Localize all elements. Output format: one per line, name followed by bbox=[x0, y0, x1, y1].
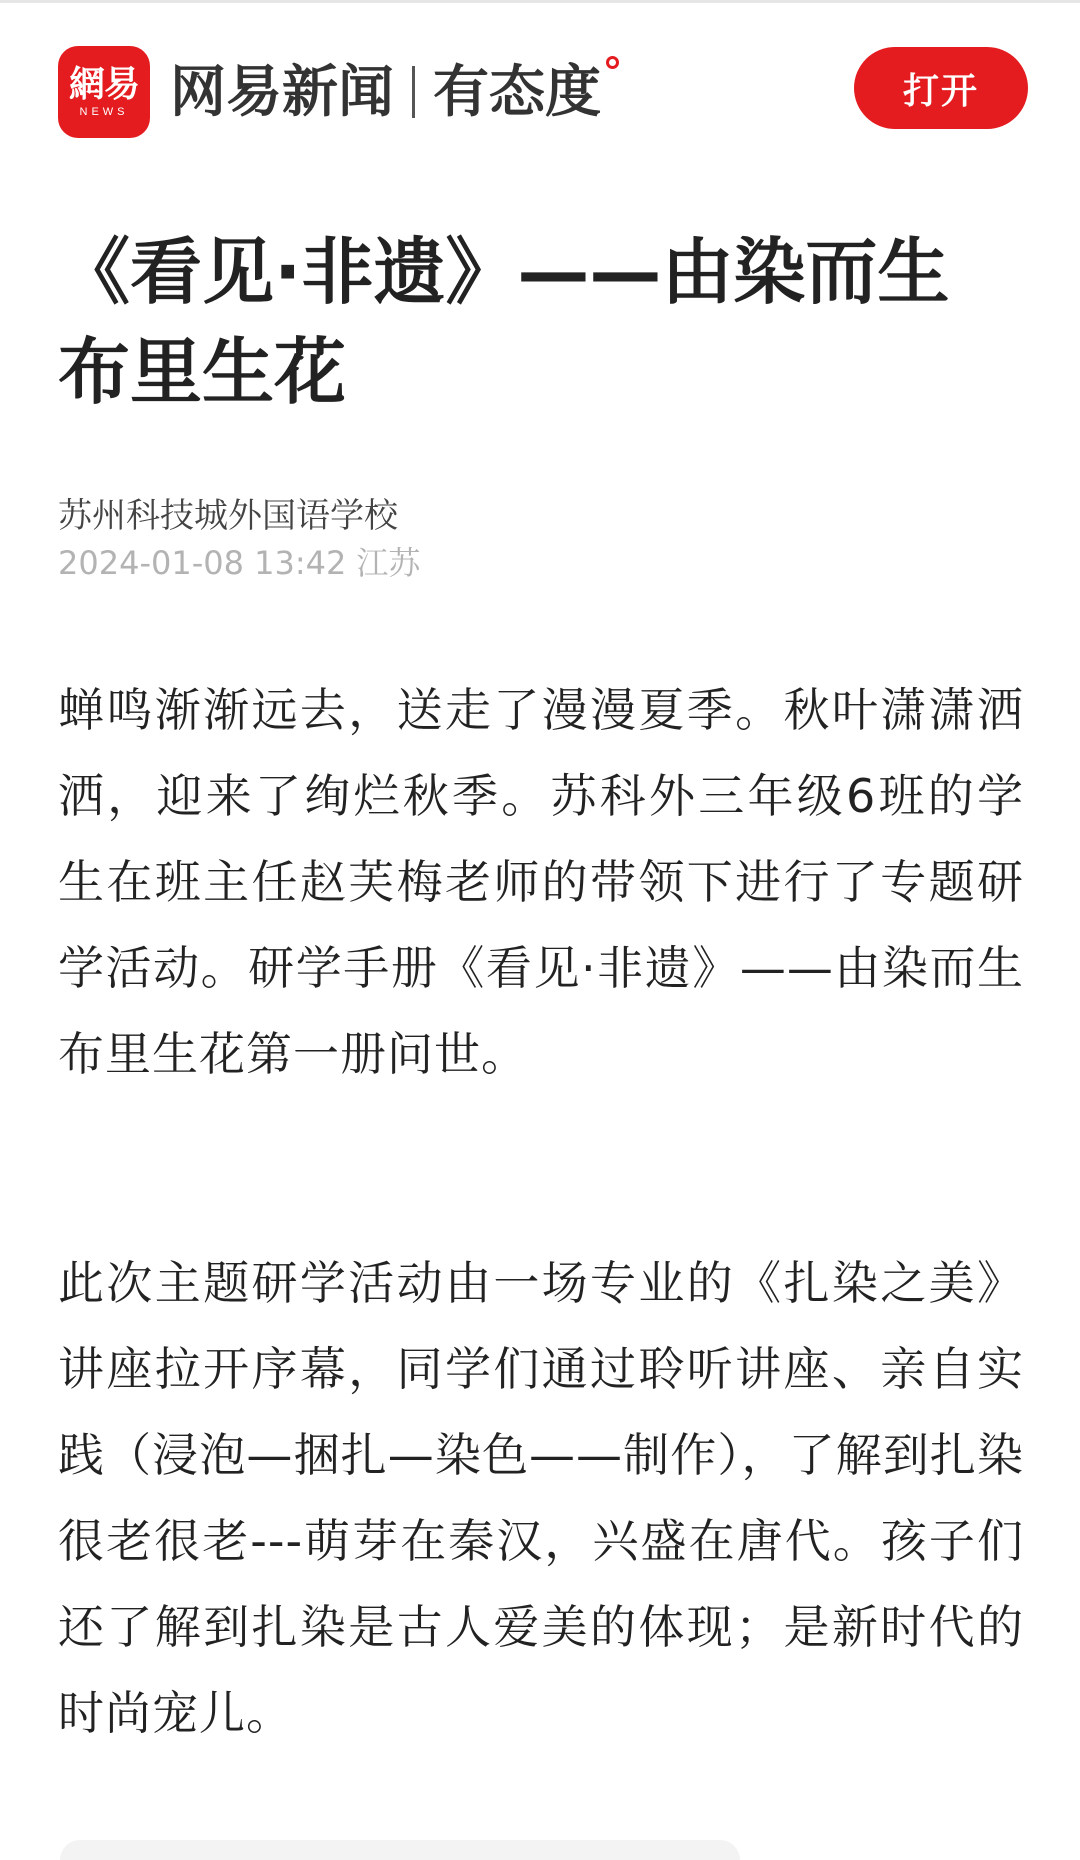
logo-subtext: NEWS bbox=[79, 105, 129, 118]
article-paragraph: 此次主题研学活动由一场专业的《扎染之美》讲座拉开序幕，同学们通过聆听讲座、亲自实践（浸泡—捆扎—染色——制作），了解到扎染很老很老---萌芽在秦汉，兴盛在唐代。孩子们还了解到扎染是古人爱美的体现；是新时代的时尚宠儿。 bbox=[58, 1256, 1024, 1740]
next-content-edge bbox=[60, 1840, 740, 1860]
brand-divider bbox=[412, 66, 415, 118]
registered-mark-icon bbox=[606, 56, 619, 69]
publish-location: 江苏 bbox=[356, 544, 421, 582]
publish-date: 2024-01-08 13:42 bbox=[58, 544, 347, 582]
app-header bbox=[0, 0, 1080, 180]
logo-text: 網易 bbox=[68, 63, 139, 105]
article-paragraph: 蝉鸣渐渐远去，送走了漫漫夏季。秋叶潇潇洒洒，迎来了绚烂秋季。苏科外三年级6班的学生在班主任赵芙梅老师的带领下进行了专题研学活动。研学手册《看见·非遗》——由染而生 布里生花第一册问世。 bbox=[58, 683, 1024, 1081]
article-meta bbox=[58, 540, 858, 586]
netease-news-logo[interactable] bbox=[58, 46, 150, 138]
brand-name: 网易新闻 bbox=[170, 59, 394, 125]
brand-wordmark bbox=[170, 54, 601, 130]
article-title: 《看见·非遗》——由染而生 布里生花 bbox=[58, 230, 950, 414]
open-app-button[interactable]: 打开 bbox=[854, 47, 1028, 129]
brand-slogan: 有态度 bbox=[433, 59, 601, 125]
article-source[interactable]: 苏州科技城外国语学校 bbox=[58, 496, 398, 536]
